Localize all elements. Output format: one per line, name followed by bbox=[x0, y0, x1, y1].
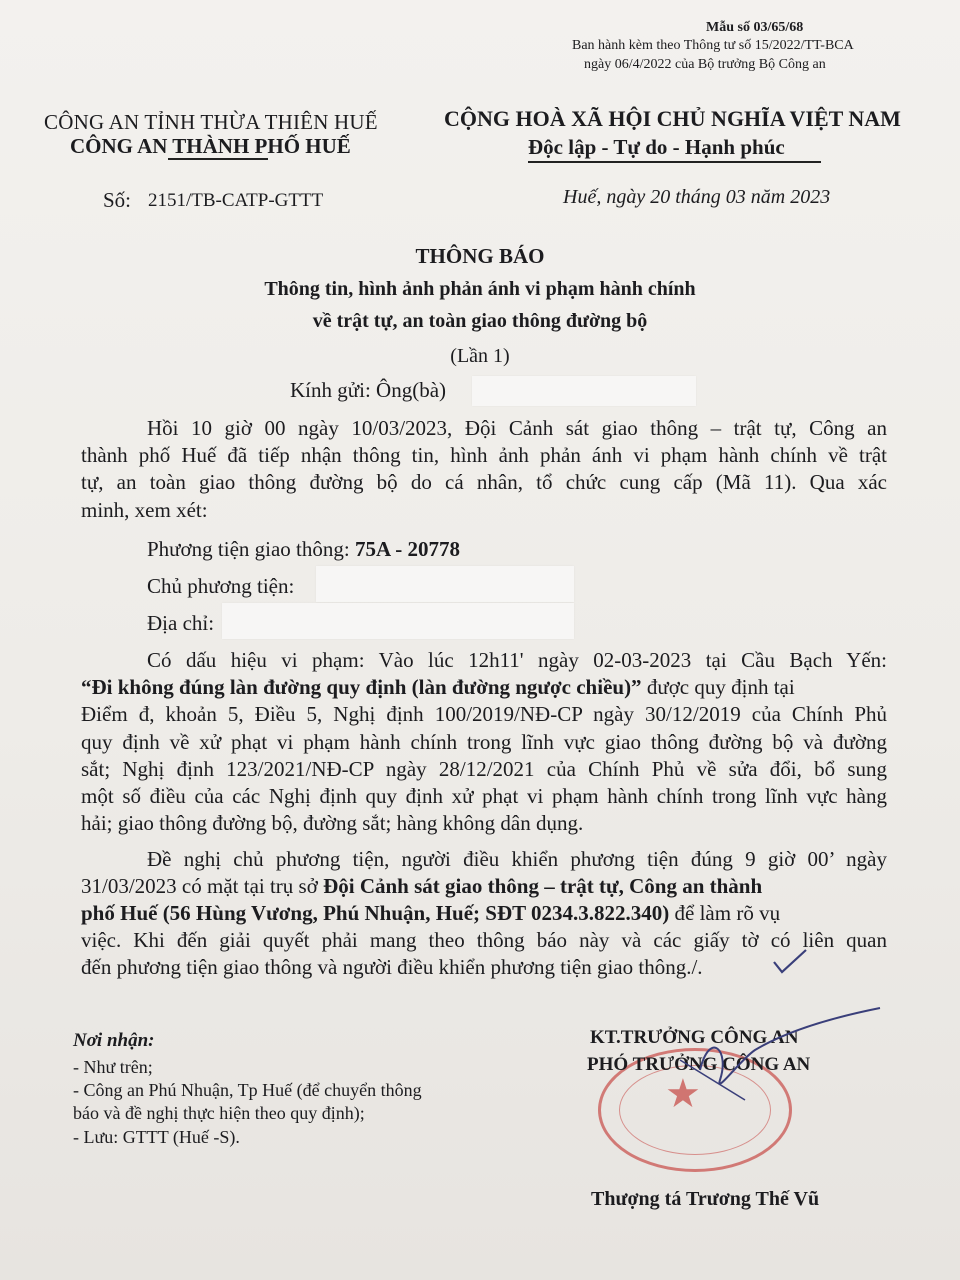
redacted-addressee bbox=[472, 376, 696, 406]
doc-subtitle-2: về trật tự, an toàn giao thông đường bộ bbox=[312, 310, 648, 332]
office-address: phố Huế (56 Hùng Vương, Phú Nhuận, Huế; SĐT 0234.3.822.340) bbox=[81, 901, 670, 925]
address-label: Địa chỉ: bbox=[147, 611, 215, 635]
place-date: Huế, ngày 20 tháng 03 năm 2023 bbox=[563, 186, 831, 208]
redacted-owner bbox=[316, 566, 574, 602]
owner-label: Chủ phương tiện: bbox=[147, 574, 295, 598]
vehicle-label: Phương tiện giao thông: bbox=[147, 537, 355, 561]
document-page: Mẫu số 03/65/68 Ban hành kèm theo Thông tư số 15/2022/TT-BCA ngày 06/4/2022 của Bộ trưởng Bộ Công an CÔNG AN TỈNH THỪA THIÊN HUẾ CÔNG AN THÀNH PHỐ HUẾ CỘNG HOÀ XÃ HỘI CHỦ NGHĨA VIỆT NAM Độc lập - Tự do - Hạnh phúc Số: 2151/TB-CATP-GTTT Huế, ngày 20 tháng 03 năm 2023 THÔNG BÁO Thông tin, hình ảnh phản ánh vi phạm hành chính về trật tự, an toàn giao thông đường bộ (Lần 1) Kính gửi: Ông(bà) Hồi 10 giờ 00 ngày 10/03/2023, Đội Cảnh sát giao thông – trật tự, Công an thành phố Huế đã tiếp nhận thông tin, hình ảnh phản ánh vi phạm hành chính về trật tự, an toàn giao thông đường bộ do cá nhân, tổ chức cung cấp (Mã 11). Qua xác minh, xem xét: Phương tiện giao thông: 75A - 20778 Chủ phương tiện: Địa chỉ: Có dấu hiệu vi phạm: Vào lúc 12h11' ngày 02-03-2023 tại Cầu Bạch Yến: “Đi không đúng làn đường quy định (làn đường ngược chiều)” được quy định tại Điểm đ, khoản 5, Điều 5, Nghị định 100/2019/NĐ-CP ngày 30/12/2019 của Chính Phủ quy định về xử phạt vi phạm hành chính trong lĩnh vực giao thông đường bộ và đường sắt; Nghị định 123/2021/NĐ-CP ngày 28/12/2021 của Chính Phủ về sửa đổi, bổ sung một số điều của các Nghị định quy định xử phạt vi phạm hành chính trong lĩnh vực hàng hải; giao thông đường bộ, đường sắt; hàng không dân dụng. Đề nghị chủ phương tiện, người điều khiển phương tiện đúng 9 giờ 00’ ngày 31/03/2023 có mặt tại trụ sở Đội Cảnh sát giao thông – trật tự, Công an thành phố Huế (56 Hùng Vương, Phú Nhuận, Huế; SĐT 0234.3.822.340) để làm rõ vụ việc. Khi đến giải quyết phải mang theo thông báo này và các giấy tờ có liên quan đến phương tiện giao thông và người điều khiển phương tiện giao thông./. Nơi nhận: - Như trên; - Công an Phú Nhuận, Tp Huế (để chuyển thông báo và đề nghị thực hiện theo quy định); - Lưu: GTTT (Huế -S). ★ KT.TRƯỞNG CÔNG AN PHÓ TRƯỞNG CÔNG AN Thượng tá Trương Thế Vũ bbox=[0, 0, 960, 1280]
doc-subtitle-1: Thông tin, hình ảnh phản ánh vi phạm hành chính bbox=[264, 278, 696, 300]
doc-number: 2151/TB-CATP-GTTT bbox=[148, 190, 324, 211]
vehicle-plate: 75A - 20778 bbox=[354, 537, 460, 561]
motto-underline bbox=[528, 161, 821, 163]
form-issued-line-2: ngày 06/4/2022 của Bộ trưởng Bộ Công an bbox=[584, 57, 826, 72]
addressee-label: Kính gửi: Ông(bà) bbox=[290, 378, 447, 402]
org-name: CÔNG AN THÀNH PHỐ HUẾ bbox=[70, 134, 351, 158]
star-icon: ★ bbox=[665, 1071, 701, 1117]
doc-title: THÔNG BÁO bbox=[415, 244, 545, 268]
redacted-address bbox=[222, 603, 574, 639]
doc-round: (Lần 1) bbox=[450, 345, 510, 367]
form-issued-line-1: Ban hành kèm theo Thông tư số 15/2022/TT-BCA bbox=[572, 38, 854, 53]
republic-name: CỘNG HOÀ XÃ HỘI CHỦ NGHĨA VIỆT NAM bbox=[444, 106, 901, 131]
signer-name: Thượng tá Trương Thế Vũ bbox=[591, 1188, 820, 1210]
signer-title-1: KT.TRƯỞNG CÔNG AN bbox=[590, 1027, 799, 1048]
recipients-title: Nơi nhận: bbox=[73, 1030, 155, 1051]
checkmark-icon bbox=[770, 946, 810, 976]
office-name: Đội Cảnh sát giao thông – trật tự, Công an thành bbox=[323, 874, 763, 898]
signer-title-2: PHÓ TRƯỞNG CÔNG AN bbox=[587, 1054, 811, 1075]
national-motto: Độc lập - Tự do - Hạnh phúc bbox=[528, 135, 785, 159]
signature-icon bbox=[580, 990, 890, 1120]
org-underline bbox=[168, 158, 268, 160]
form-number: Mẫu số 03/65/68 bbox=[706, 20, 804, 35]
doc-number-label: Số: bbox=[103, 188, 132, 212]
org-parent: CÔNG AN TỈNH THỪA THIÊN HUẾ bbox=[44, 110, 378, 134]
violation-description: “Đi không đúng làn đường quy định (làn đường ngược chiều)” bbox=[81, 675, 642, 699]
